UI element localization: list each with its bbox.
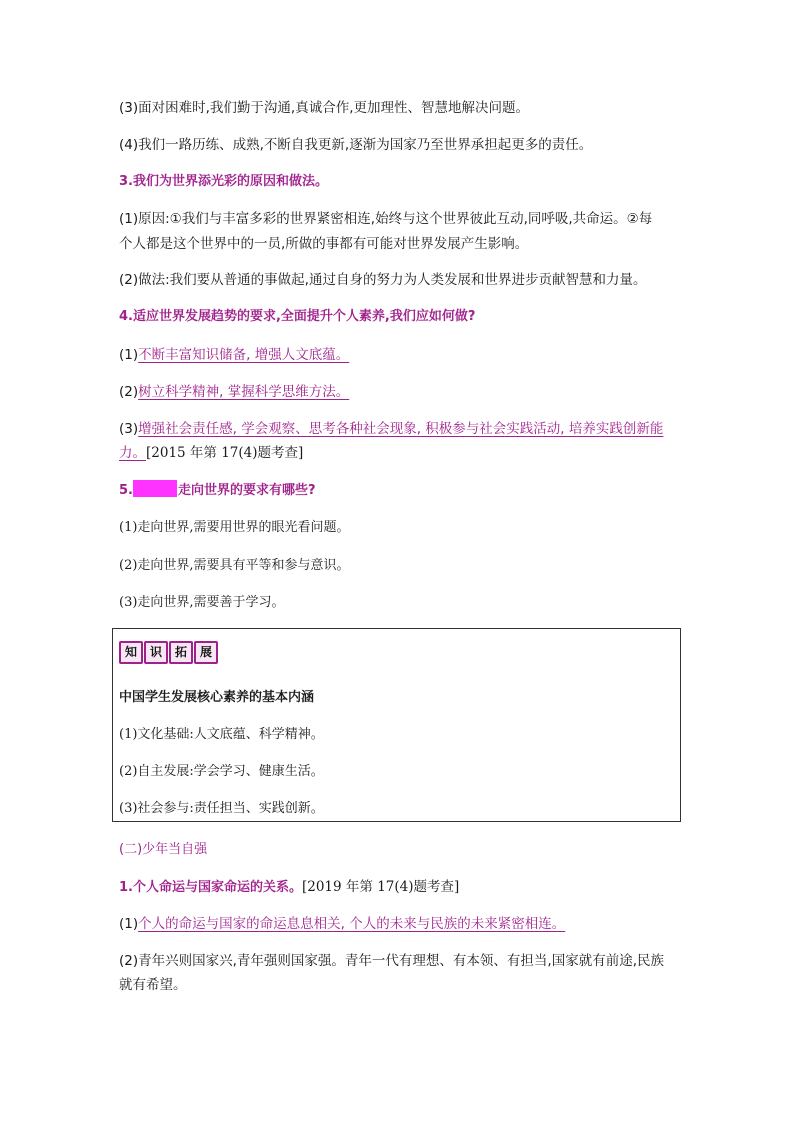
q4-answer-2-prefix: (2)	[119, 384, 139, 400]
extension-item-2: (2)自主发展:学会学习、健康生活。	[119, 764, 324, 779]
q4-answer-1	[119, 345, 349, 365]
q5-answer-1: (1)走向世界,需要用世界的眼光看问题。	[119, 520, 350, 535]
section-b-q1-title-text: 1.个人命运与国家命运的关系。	[119, 880, 302, 895]
q4-answer-1-prefix: (1)	[119, 347, 139, 363]
q3-reason-line-1: (1)原因:①我们与丰富多彩的世界紧密相连,始终与这个世界彼此互动,同呼吸,共命运。②每	[119, 211, 653, 227]
q3-reason-line-2: 个人都是这个世界中的一员,所做的事都有可能对世界发展产生影响。	[119, 236, 529, 252]
q5-title	[119, 480, 316, 501]
section-a-item-3: (3)面对困难时,我们勤于沟通,真诚合作,更加理性、智慧地解决问题。	[119, 100, 529, 116]
section-b-q1-reference: [2019 年第 17(4)题考查]	[301, 879, 460, 895]
q4-exam-reference: [2015 年第 17(4)题考查]	[146, 445, 304, 461]
q5-answer-2: (2)走向世界,需要具有平等和参与意识。	[119, 558, 350, 573]
badge-char-2: 识	[144, 641, 168, 664]
highlight-box	[133, 480, 177, 497]
q4-answer-3-line-1	[119, 419, 663, 439]
knowledge-extension-badge	[119, 641, 218, 664]
badge-char-3: 拓	[169, 641, 193, 664]
q3-method: (2)做法:我们要从普通的事做起,通过自身的努力为人类发展和世界进步贡献智慧和力量。	[119, 272, 647, 288]
section-b-title: (二)少年当自强	[119, 842, 208, 857]
badge-char-4: 展	[194, 641, 218, 664]
q4-answer-3-text: 增强社会责任感, 学会观察、思考各种社会现象, 积极参与社会实践活动, 培养实践创新能	[138, 421, 664, 437]
q4-answer-3-text-cont: 力。	[119, 445, 146, 461]
q4-answer-1-text: 不断丰富知识储备, 增强人文底蕴。	[138, 347, 350, 363]
q4-answer-2-text: 树立科学精神, 掌握科学思维方法。	[138, 384, 350, 400]
extension-heading: 中国学生发展核心素养的基本内涵	[119, 690, 315, 705]
q5-number: 5.	[119, 483, 133, 498]
section-b-answer-1-prefix: (1)	[119, 916, 139, 932]
badge-char-1: 知	[119, 641, 143, 664]
section-b-answer-1	[119, 914, 565, 934]
section-b-answer-1-text: 个人的命运与国家的命运息息相关, 个人的未来与民族的未来紧密相连。	[138, 916, 566, 932]
section-b-answer-2-line-2: 就有希望。	[119, 977, 187, 993]
section-b-answer-2-line-1: (2)青年兴则国家兴,青年强则国家强。青年一代有理想、有本领、有担当,国家就有前途,民族	[119, 953, 664, 969]
q4-answer-3-line-2	[119, 443, 303, 463]
section-a-item-4: (4)我们一路历练、成熟,不断自我更新,逐渐为国家乃至世界承担起更多的责任。	[119, 137, 593, 153]
extension-item-3: (3)社会参与:责任担当、实践创新。	[119, 801, 324, 816]
q4-answer-2	[119, 382, 349, 402]
q5-title-text: 走向世界的要求有哪些?	[177, 483, 316, 498]
q3-title: 3.我们为世界添光彩的原因和做法。	[119, 174, 328, 189]
extension-item-1: (1)文化基础:人文底蕴、科学精神。	[119, 727, 324, 742]
section-b-q1-title	[119, 877, 459, 898]
q4-title: 4.适应世界发展趋势的要求,全面提升个人素养,我们应如何做?	[119, 309, 476, 324]
q5-answer-3: (3)走向世界,需要善于学习。	[119, 595, 285, 610]
q4-answer-3-prefix: (3)	[119, 421, 139, 437]
